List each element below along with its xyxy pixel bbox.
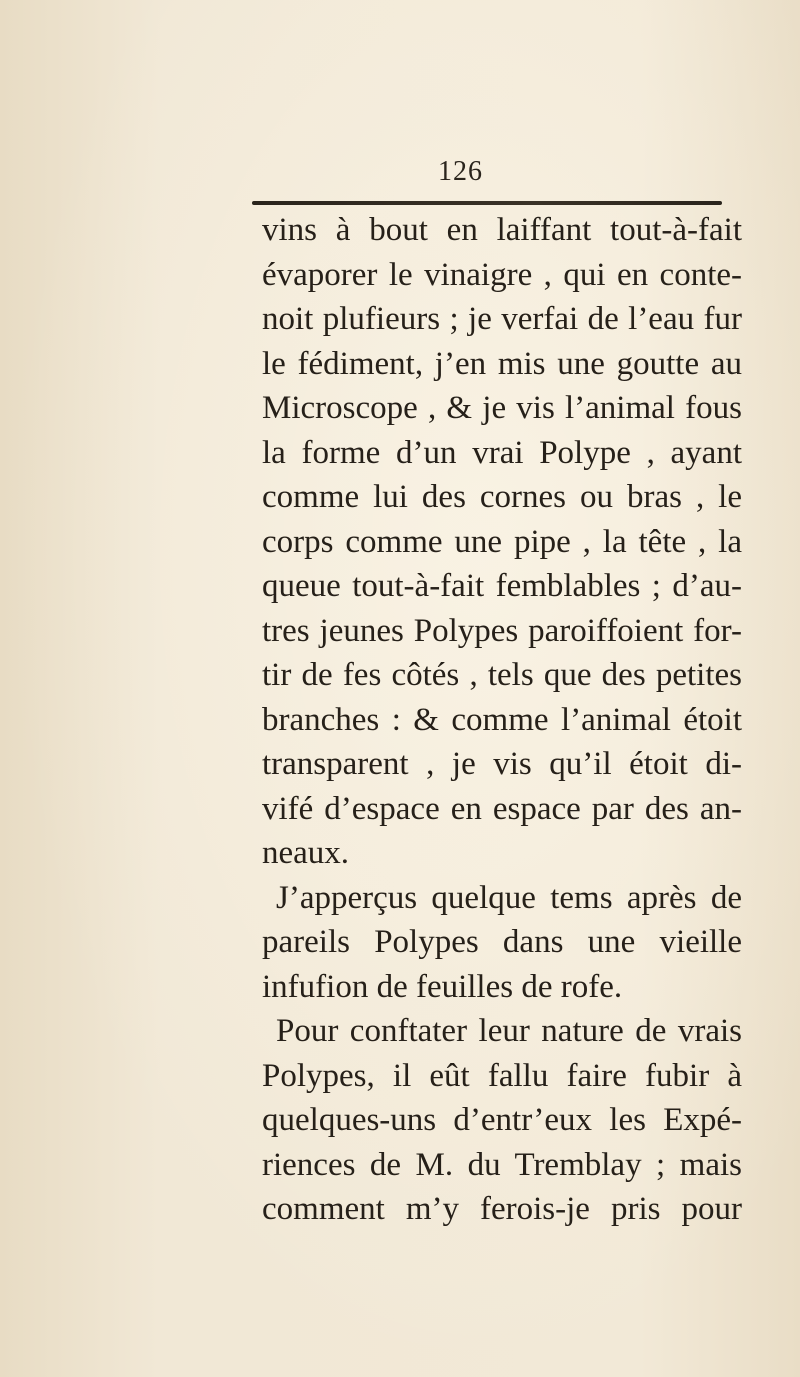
text-line: vifé d’espace en espace par des an- (262, 790, 742, 827)
text-line: vins à bout en laiffant tout-à-fait (262, 212, 742, 248)
text-line: infufion de feuilles de rofe. (262, 968, 623, 1005)
body-text (262, 208, 742, 1232)
text-line: neaux. (262, 835, 350, 871)
text-line: Pour conftater leur nature de vrais (276, 1013, 742, 1049)
text-line: corps comme une pipe , la tête , la (262, 523, 742, 560)
text-line: comment m’y ferois-je pris pour (262, 1191, 742, 1227)
text-line: le fédiment, j’en mis une goutte au (262, 345, 742, 382)
page-number: 126 (438, 156, 483, 187)
text-line: tir de fes côtés , tels que des petites (262, 657, 742, 693)
text-line: branches : & comme l’animal étoit (262, 701, 742, 738)
text-line: queue tout-à-fait femblables ; d’au- (262, 568, 742, 604)
text-line: tres jeunes Polypes paroiffoient for- (262, 612, 742, 649)
text-line: quelques-uns d’entr’eux les Expé- (262, 1102, 742, 1138)
text-line: pareils Polypes dans une vieille (262, 924, 742, 960)
text-line: riences de M. du Tremblay ; mais (262, 1146, 742, 1183)
text-line: comme lui des cornes ou bras , le (262, 479, 742, 515)
text-line: noit plufieurs ; je verfai de l’eau fur (262, 301, 742, 337)
text-line: Microscope , & je vis l’animal fous (262, 390, 742, 426)
text-line: transparent , je vis qu’il étoit di- (262, 746, 742, 782)
text-line: évaporer le vinaigre , qui en conte- (262, 256, 742, 293)
text-line: la forme d’un vrai Polype , ayant (262, 434, 742, 471)
text-line: Polypes, il eût fallu faire fubir à (262, 1057, 742, 1094)
header-rule (252, 201, 722, 205)
text-line: J’apperçus quelque tems après de (276, 879, 742, 916)
